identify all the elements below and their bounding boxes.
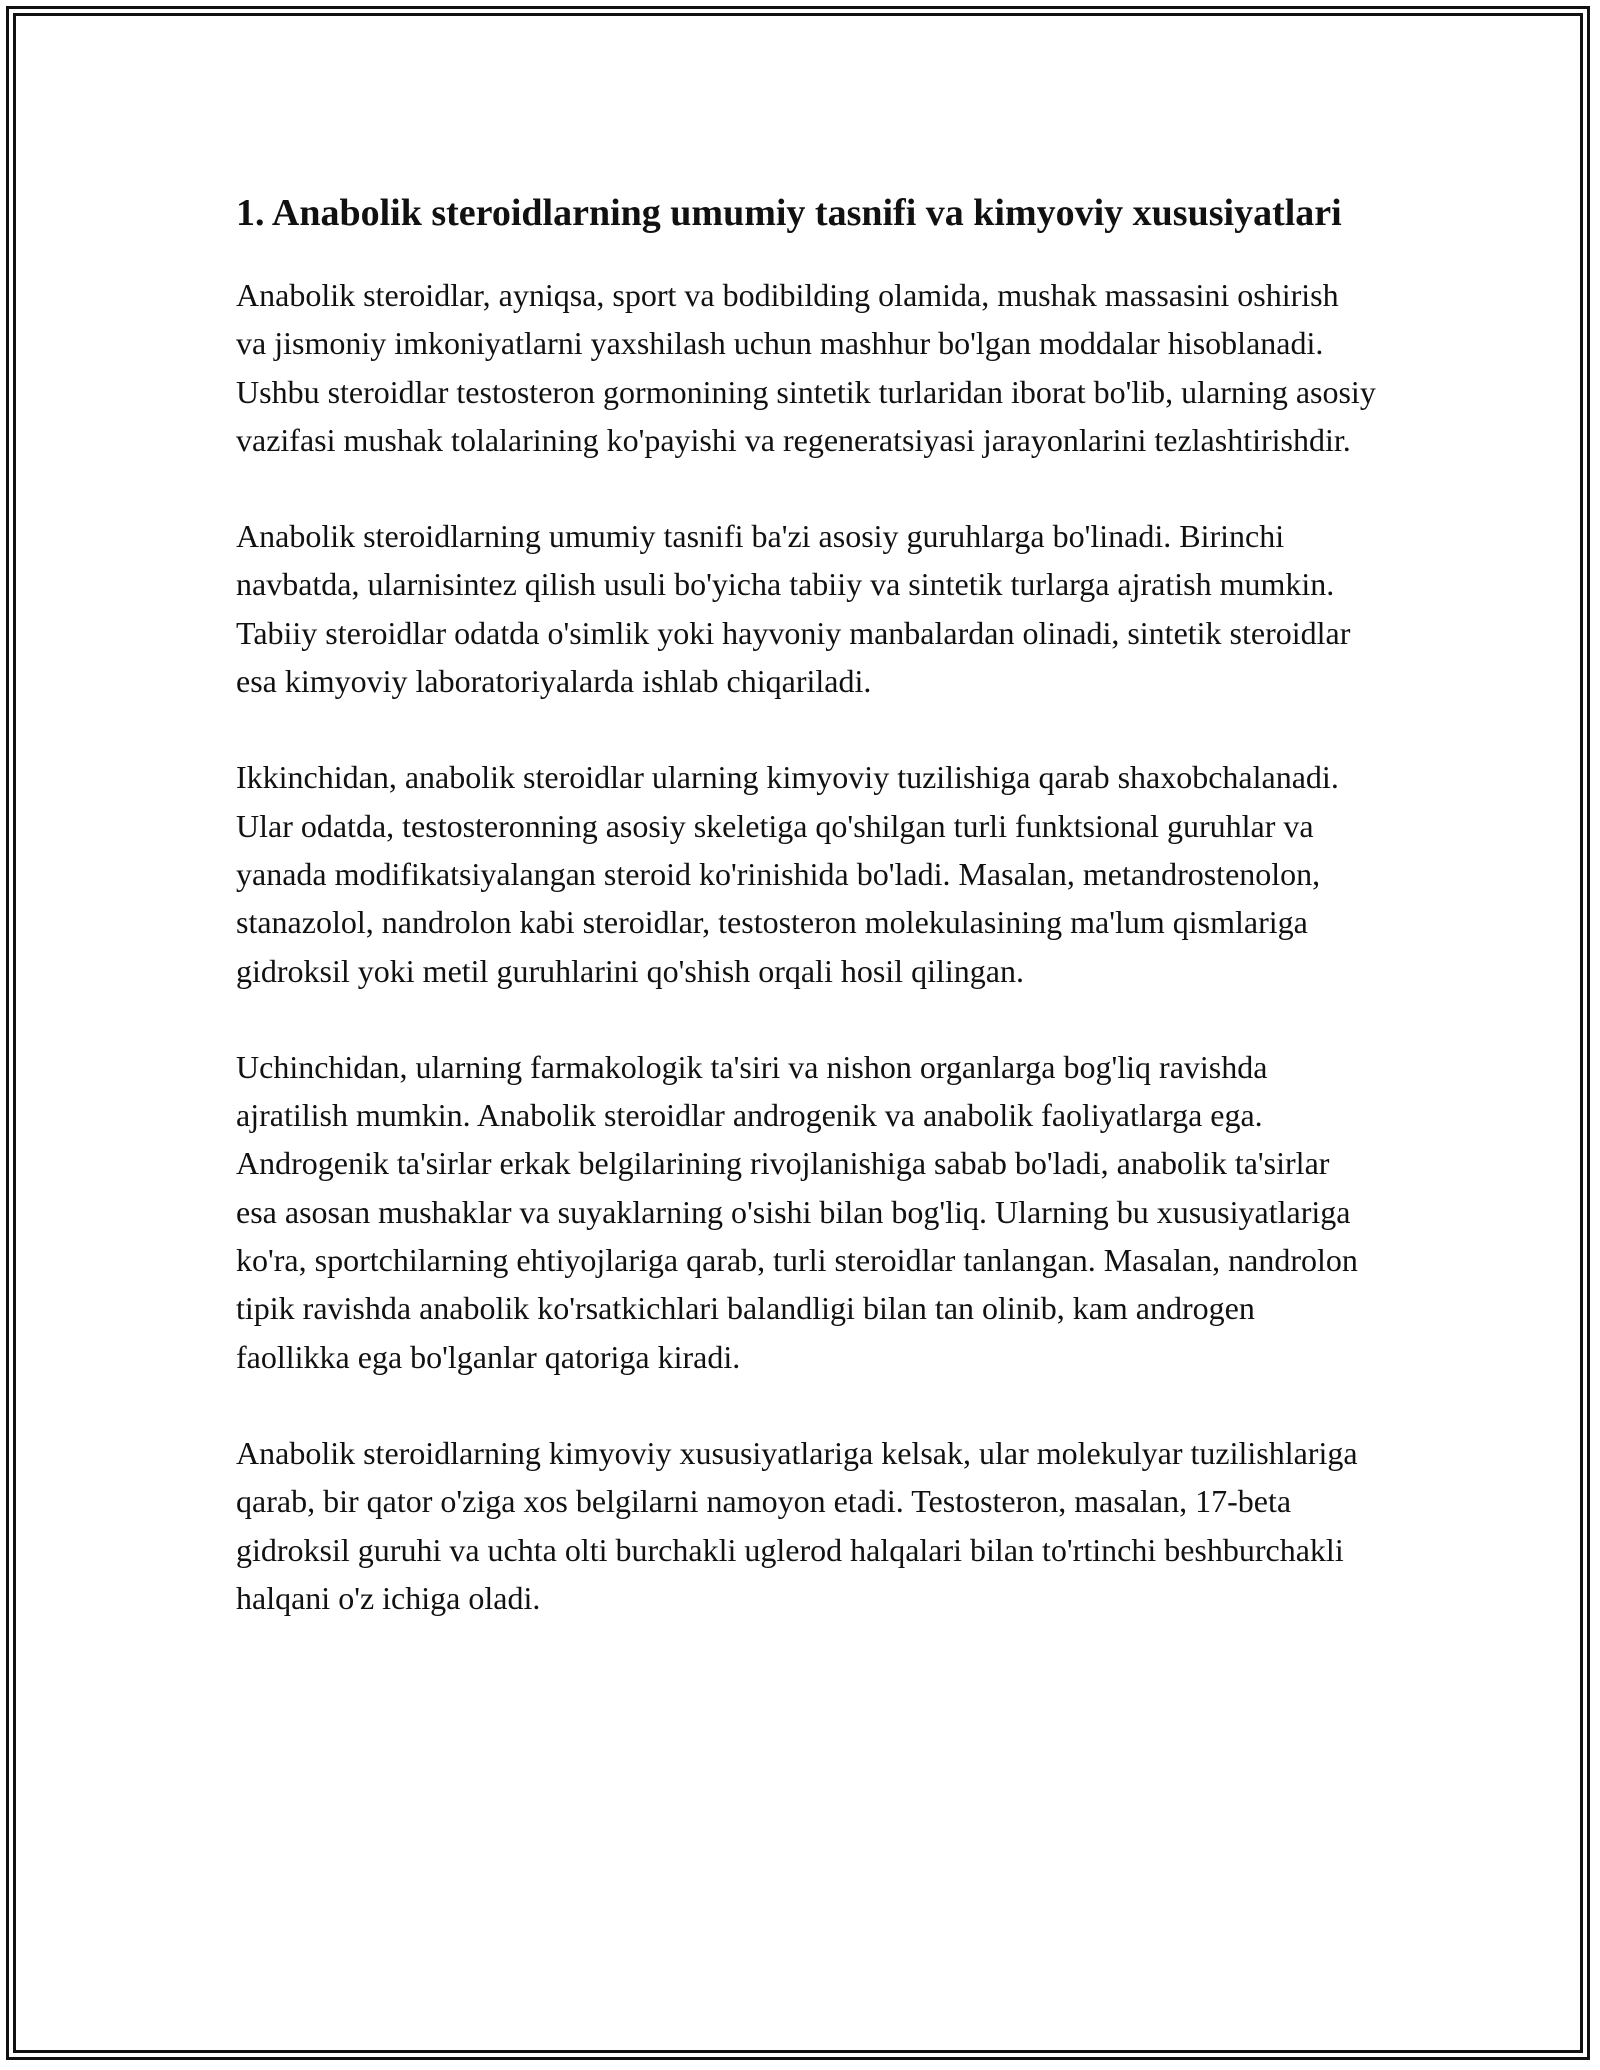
- section-heading: 1. Anabolik steroidlarning umumiy tasnifi va kimyoviy xususiyatlari: [236, 192, 1342, 234]
- paragraph-1: Anabolik steroidlar, ayniqsa, sport va bodibilding olamida, mushak massasini oshirish va jismoniy imkoniyatlarni yaxshilash uchun mashhur bo'lgan moddalar hisoblanadi. Ushbu steroidlar testosteron gormonining sintetik turlaridan iborat bo'lib, ularning asosiy vazifasi mushak tolalarining ko'payishi va regeneratsiyasi jarayonlarini tezlashtirishdir.: [236, 277, 1376, 458]
- paragraph-5: Anabolik steroidlarning kimyoviy xususiyatlariga kelsak, ular molekulyar tuzilishlariga qarab, bir qator o'ziga xos belgilarni namoyon etadi. Testosteron, masalan, 17-beta gidroksil guruhi va uchta olti burchakli uglerod halqalari bilan to'rtinchi beshburchakli halqani o'z ichiga oladi.: [236, 1434, 1358, 1616]
- paragraph-3: Ikkinchidan, anabolik steroidlar ularning kimyoviy tuzilishiga qarab shaxobchalanadi. Ular odatda, testosteronning asosiy skeletiga qo'shilgan turli funktsional guruhlar va yanada modifikatsiyalangan steroid ko'rinishida bo'ladi. Masalan, metandrostenolon, stanazolol, nandrolon kabi steroidlar, testosteron molekulasining ma'lum qismlariga gidroksil yoki metil guruhlarini qo'shish orqali hosil qilingan.: [236, 759, 1339, 989]
- paragraph-2: Anabolik steroidlarning umumiy tasnifi ba'zi asosiy guruhlarga bo'linadi. Birinchi navbatda, ularnisintez qilish usuli bo'yicha tabiiy va sintetik turlarga ajratish mumkin. Tabiiy steroidlar odatda o'simlik yoki hayvoniy manbalardan olinadi, sintetik steroidlar esa kimyoviy laboratoriyalarda ishlab chiqariladi.: [236, 518, 1351, 700]
- document-body: [236, 186, 1376, 1622]
- paragraph-4: Uchinchidan, ularning farmakologik ta'siri va nishon organlarga bog'liq ravishda ajratilish mumkin. Anabolik steroidlar androgenik va anabolik faoliyatlarga ega. Androgenik ta'sirlar erkak belgilarining rivojlanishiga sabab bo'ladi, anabolik ta'sirlar esa asosan mushaklar va suyaklarning o'sishi bilan bog'liq. Ularning bu xususiyatlariga ko'ra, sportchilarning ehtiyojlariga qarab, turli steroidlar tanlangan. Masalan, nandrolon tipik ravishda anabolik ko'rsatkichlari balandligi bilan tan olinib, kam androgen faollikka ega bo'lganlar qatoriga kiradi.: [236, 1048, 1358, 1375]
